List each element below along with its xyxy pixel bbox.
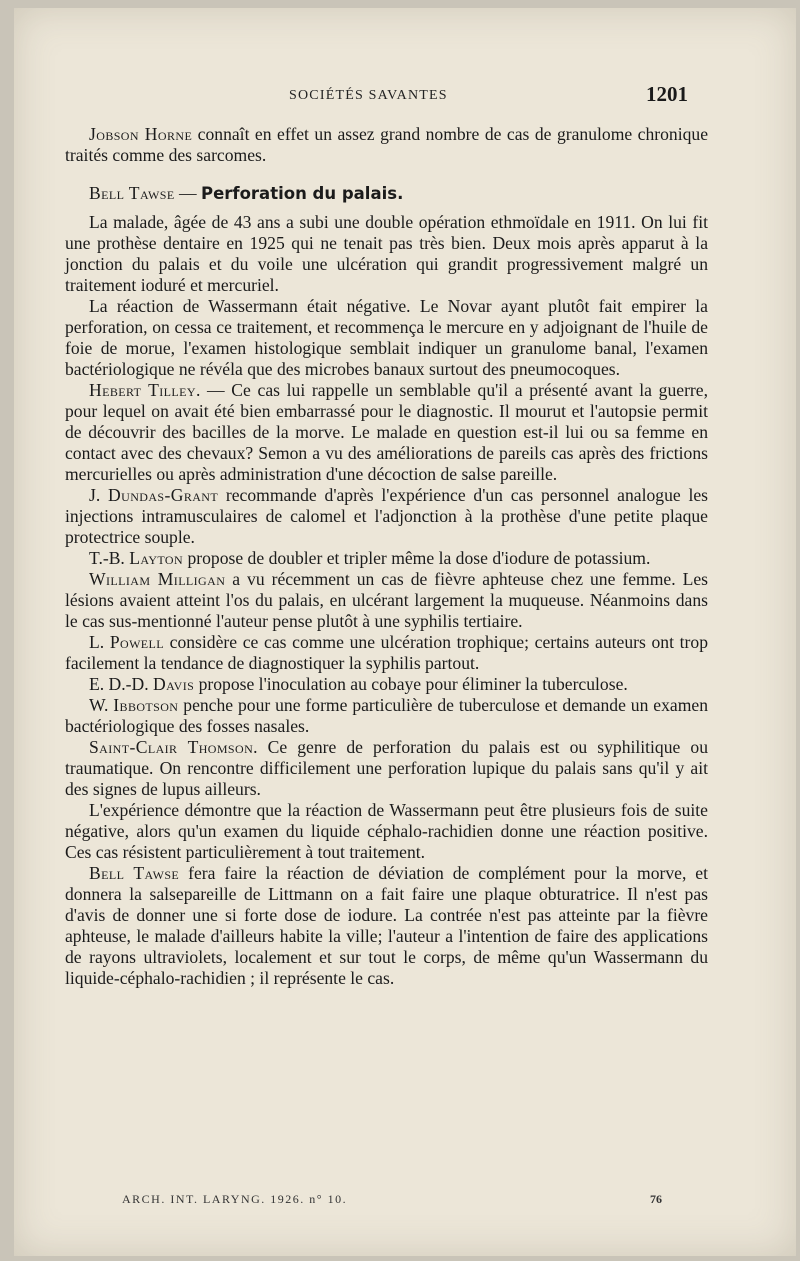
paragraph-dundas-grant	[65, 485, 708, 548]
speaker-name: Powell	[109, 632, 164, 652]
speaker-name: Bell Tawse	[89, 863, 180, 883]
speaker-name: Saint-Clair Thomson	[89, 737, 254, 757]
speaker-initials: E. D.-D.	[89, 674, 154, 694]
paragraph-text: a vu récemment un cas de fièvre aphteuse chez une femme. Les lésions avaient atteint l'os du palais, en ulcérant largement la muqueuse. Néanmoins dans le cas sus-mentionné l'auteur pense plutôt à une syphilis tertiaire.	[65, 569, 708, 631]
paragraph-ibbotson	[65, 695, 708, 737]
scanned-page	[14, 8, 796, 1256]
paragraph-saint-clair-thomson	[65, 737, 708, 800]
speaker-initials: T.-B.	[89, 548, 130, 568]
page-footer	[122, 1192, 662, 1212]
speaker-initials: J.	[89, 485, 109, 505]
paragraph-text: . — Ce cas lui rappelle un semblable qu'il a présenté avant la guerre, pour lequel on avait été bien embarrassé pour le diagnostic. Il mourut et l'autopsie permit de découvrir des bacilles de la morve. Le malade en question est-il lui ou sa femme en contact avec des chevaux? Semon a vu des améliorations de pareils cas après des frictions mercurielles ou après administration d'une décoction de salse pareille.	[65, 380, 708, 484]
speaker-name: Dundas-Grant	[108, 485, 219, 505]
speaker-initials: L.	[89, 632, 110, 652]
paragraph-powell	[65, 632, 708, 674]
speaker-name: Davis	[153, 674, 195, 694]
paragraph-text: recommande d'après l'expérience d'un cas personnel analogue les injections intramusculaires de calomel et l'adjonction à la prothèse d'une petite plaque protectrice souple.	[65, 485, 708, 547]
heading-dash: —	[174, 183, 201, 203]
speaker-name: Ibbotson	[113, 695, 179, 715]
speaker-initials: W.	[89, 695, 114, 715]
section-heading	[65, 183, 708, 204]
section-spacer	[65, 166, 708, 183]
paragraph-text: . Ce genre de perforation du palais est ou syphilitique ou traumatique. On rencontre difficilement une perforation lupique du palais sans qu'il y ait des signes de lupus ailleurs.	[65, 737, 708, 799]
paragraph-jobson-horne	[65, 124, 708, 166]
paragraph-bell-tawse-reply	[65, 863, 708, 989]
article-body	[65, 124, 708, 989]
paragraph-layton	[65, 548, 708, 569]
paragraph-experience: L'expérience démontre que la réaction de Wassermann peut être plusieurs fois de suite négative, alors qu'un examen du liquide céphalo-rachidien donne une réaction positive. Ces cas résistent particulièrement à tout traitement.	[65, 800, 708, 862]
paragraph-text: connaît en effet un assez grand nombre de cas de granulome chronique traités comme des sarcomes.	[65, 124, 709, 165]
paragraph-text: fera faire la réaction de déviation de complément pour la morve, et donnera la salsepareille de Littmann on a fait faire une plaque obturatrice. Il n'est pas d'avis de donner une si forte dose de iodure. La contrée n'est pas atteinte par la fièvre aphteuse, le malade d'ailleurs habite la ville; l'auteur a l'intention de faire des applications de rayons ultraviolets, localement et sur tout le corps, de même qu'un Wassermann du liquide-céphalo-rachidien ; il représente le cas.	[65, 863, 709, 988]
paragraph-william-milligan	[65, 569, 708, 632]
running-head	[14, 82, 796, 112]
signature-number: 76	[650, 1192, 662, 1206]
paragraph-davis	[65, 674, 708, 695]
paragraph-case-history: La malade, âgée de 43 ans a subi une double opération ethmoïdale en 1911. On lui fit une prothèse dentaire en 1925 qui ne tenait pas très bien. Deux mois après apparut à la jonction du palais et du voile une ulcération qui grandit progressivement malgré un traitement ioduré et mercuriel.	[65, 212, 708, 295]
paragraph-text: propose de doubler et tripler même la dose d'iodure de potassium.	[183, 548, 651, 568]
speaker-name: William Milligan	[89, 569, 226, 589]
heading-spacer	[65, 204, 708, 212]
running-title: SOCIÉTÉS SAVANTES	[289, 88, 448, 103]
speaker-name: Hebert Tilley	[89, 380, 196, 400]
paragraph-text: propose l'inoculation au cobaye pour éliminer la tuberculose.	[194, 674, 628, 694]
paragraph-text: penche pour une forme particulière de tuberculose et demande un examen bactériologique des fosses nasales.	[65, 695, 708, 736]
page-number: 1201	[646, 82, 688, 106]
paragraph-wassermann: La réaction de Wassermann était négative. Le Novar ayant plutôt fait empirer la perforation, on cessa ce traitement, et recommença le mercure en y adjoignant de l'huile de foie de morue, l'examen histologique semblait indiquer un granulome banal, l'examen bactériologique ne révéla que des microbes banaux surtout des pneumocoques.	[65, 296, 708, 379]
section-title: Perforation du palais.	[200, 184, 404, 203]
speaker-name: Layton	[129, 548, 184, 568]
paragraph-hebert-tilley	[65, 380, 708, 485]
speaker-name: Jobson Horne	[89, 124, 193, 144]
journal-reference: ARCH. INT. LARYNG. 1926. n° 10.	[122, 1192, 348, 1206]
paragraph-text: considère ce cas comme une ulcération trophique; certains auteurs ont trop facilement la tendance de diagnostiquer la syphilis partout.	[65, 632, 708, 673]
speaker-name: Bell Tawse	[89, 183, 175, 203]
